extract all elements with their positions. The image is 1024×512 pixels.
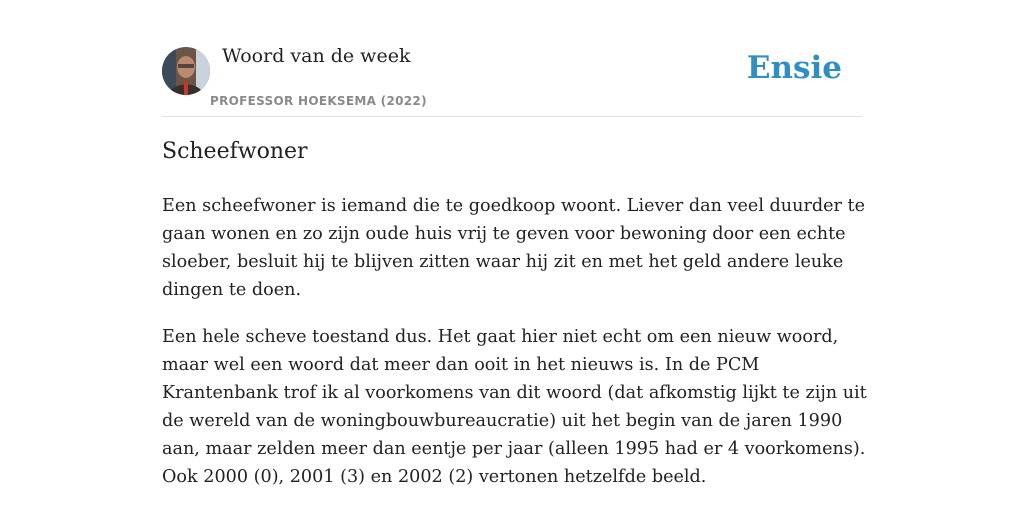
section-kicker: Woord van de week: [222, 45, 411, 67]
author-name[interactable]: PROFESSOR HOEKSEMA (2022): [210, 94, 427, 108]
article-card: [162, 0, 867, 487]
article-paragraph: Een hele scheve toestand dus. Het gaat hier niet echt om een nieuw woord, maar wel een woord dat meer dan ooit in het nieuws is. In de PCM Krantenbank trof ik al voorkomens van dit woord (dat afkomstig lijkt te zijn uit de wereld van de woningbouwbureaucratie) uit het begin van de jaren 1990 aan, maar zelden meer dan eentje per jaar (alleen 1995 had er 4 voorkomens). Ook 2000 (0), 2001 (3) en 2002 (2) vertonen hetzelfde beeld.: [162, 327, 867, 487]
article-title: Scheefwoner: [162, 139, 308, 164]
author-avatar[interactable]: [162, 47, 210, 95]
article-header: [162, 0, 862, 117]
article-paragraph: Een scheefwoner is iemand die te goedkoop woont. Liever dan veel duurder te gaan wonen en zo zijn oude huis vrij te geven voor bewoning door een echte sloeber, besluit hij te blijven zitten waar hij zit en met het geld andere leuke dingen te doen.: [162, 196, 866, 300]
site-logo[interactable]: Ensie: [746, 50, 842, 86]
author-photo-icon: [162, 47, 210, 95]
